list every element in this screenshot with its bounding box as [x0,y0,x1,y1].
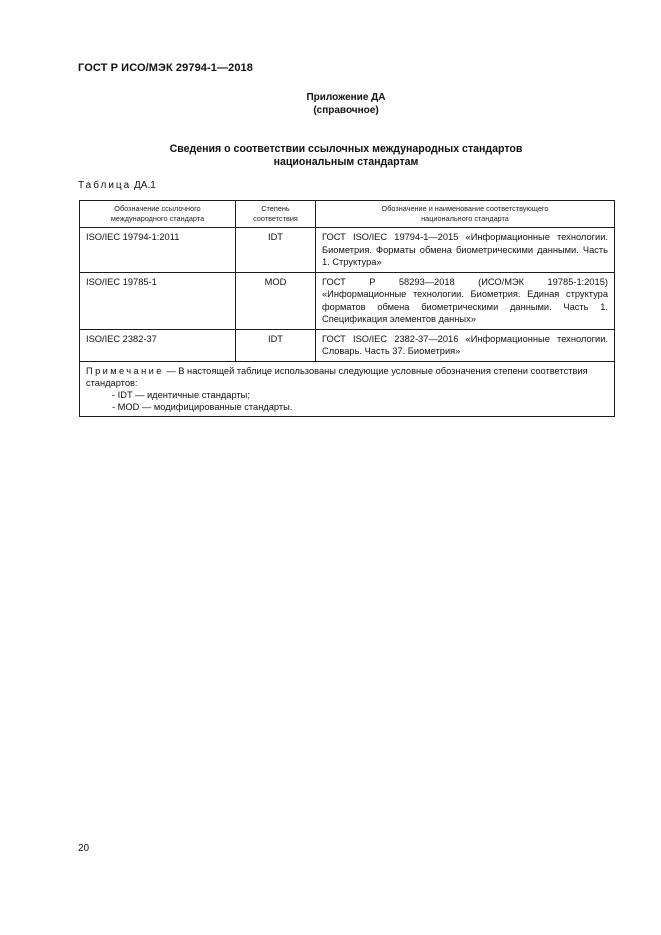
header-degree-line1: Степень [261,204,290,213]
cell-national: ГОСТ Р 58293—2018 (ИСО/МЭК 19785-1:2015) «Информационные технологии. Биометрия. Единая структура форматов обмена биометрическими данными. Часть 1. Спецификация элементов данных» [316,272,615,329]
document-header: ГОСТ Р ИСО/МЭК 29794-1—2018 [78,62,253,74]
annex-status: (справочное) [313,105,379,116]
header-national-line2: национального стандарта [421,214,509,223]
cell-national: ГОСТ ISO/IEC 19794-1—2015 «Информационные технологии. Биометрия. Форматы обмена биометрическими данными. Часть 1. Структура» [316,228,615,273]
note-item-mod: - MOD — модифицированные стандарты. [112,401,293,412]
note-label: Примечание [86,365,164,376]
table-caption-word: Таблица [78,180,132,191]
cell-international: ISO/IEC 19785-1 [80,272,236,329]
cell-degree: MOD [236,272,316,329]
header-national-line1: Обозначение и наименование соответствующего [381,204,549,213]
header-international-line2: международного стандарта [110,214,205,223]
cell-degree: IDT [236,329,316,361]
header-degree [236,201,316,228]
table-row [80,329,615,361]
table-row [80,228,615,273]
annex-title: Приложение ДА [306,92,386,103]
section-title-line1: Сведения о соответствии ссылочных международных стандартов [169,143,523,155]
section-title-line2: национальным стандартам [273,156,419,168]
cell-international: ISO/IEC 19794-1:2011 [80,228,236,273]
header-national-standard [316,201,615,228]
cell-degree: IDT [236,228,316,273]
note-text: — В настоящей таблице использованы следующие условные обозначения степени соответствия стандартов: [86,365,588,388]
cell-national: ГОСТ ISO/IEC 2382-37—2016 «Информационные технологии. Словарь. Часть 37. Биометрия» [316,329,615,361]
note-paragraph [86,365,608,389]
header-degree-line2: соответствия [253,214,298,223]
cell-international: ISO/IEC 2382-37 [80,329,236,361]
table-note [80,361,615,416]
standards-correspondence-table [79,200,615,417]
header-international-standard [80,201,236,228]
table-header-row [80,201,615,228]
table-caption-number: ДА.1 [134,180,156,191]
header-international-line1: Обозначение ссылочного [114,204,201,213]
note-item-idt: - IDT — идентичные стандарты; [112,389,250,400]
table-caption [78,180,156,191]
table-row [80,272,615,329]
page-number: 20 [78,843,90,854]
table-note-row [80,361,615,416]
